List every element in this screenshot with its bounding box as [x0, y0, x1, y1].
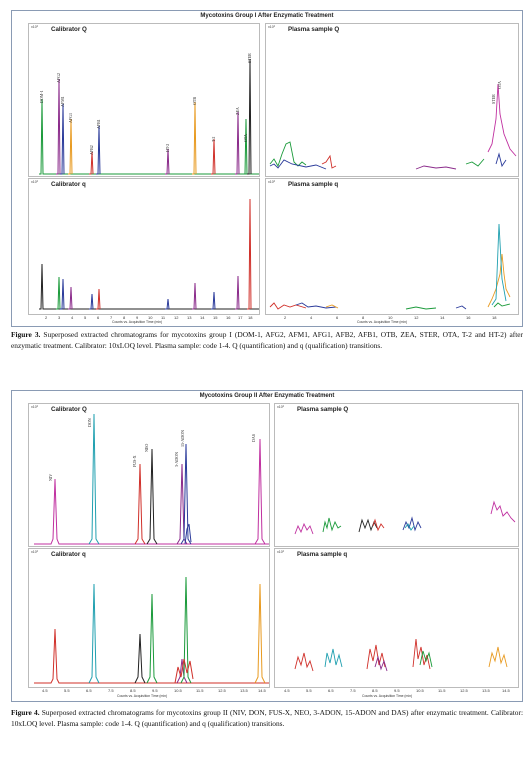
panel-plasma-Q-group2 [274, 403, 519, 547]
x-tick: 8.5 [130, 688, 136, 693]
x-tick: 11.5 [438, 688, 446, 693]
figure-3-caption [11, 330, 523, 351]
figure-4-chromatogram [11, 390, 523, 702]
x-tick: 4.5 [284, 688, 290, 693]
x-tick: 10 [148, 315, 153, 320]
panel-plasma-q-group2 [274, 548, 519, 688]
peak-ZEA [235, 112, 239, 174]
trace-plasma-7 [496, 154, 506, 166]
peak-AFG1 [68, 119, 72, 174]
trace-plasma-3 [322, 156, 336, 168]
figure-3-title: Mycotoxins Group I After Enzymatic Treatment [200, 13, 334, 19]
x-tick: 6 [97, 315, 100, 320]
panel-label: Calibrator Q [51, 26, 87, 33]
trace-q-8 [494, 303, 510, 307]
trace-g2-4 [373, 520, 384, 530]
trace-q-g2-5 [413, 639, 430, 669]
peak-q-DAS [255, 584, 265, 683]
label-3-ADON: 3-ADON [174, 452, 179, 467]
trace-q-g2-2 [325, 649, 342, 667]
label-DON: DON [87, 418, 92, 427]
label-OTB: OTB [192, 97, 197, 105]
label-plasma-OTA: OTA [497, 81, 502, 89]
x-tick: 6 [336, 315, 339, 320]
x-tick: 4 [71, 315, 74, 320]
scale-exponent: x10² [277, 405, 284, 409]
peak-OTA [243, 119, 247, 174]
peak-q-7 [165, 299, 169, 309]
scale-exponent: x10² [31, 405, 38, 409]
peak-q-10 [235, 276, 239, 309]
label-FUS-X: FUS-X [132, 455, 137, 467]
x-tick: 5.5 [64, 688, 70, 693]
x-tick: 12 [174, 315, 179, 320]
peak-DAS [255, 439, 265, 544]
trace-q-5 [456, 306, 466, 309]
x-tick: 17 [238, 315, 243, 320]
x-tick: 8.5 [372, 688, 378, 693]
x-tick: 10.5 [174, 688, 182, 693]
peak-q-4 [68, 287, 72, 309]
trace-q-g2-1 [295, 653, 313, 671]
label-15-ADON: 15-ADON [180, 430, 185, 447]
x-tick: 7.5 [350, 688, 356, 693]
x-tick: 14 [200, 315, 205, 320]
x-axis-label: Counts vs. Acquisition Time (min) [117, 694, 168, 698]
panel-plasma-Q-group1 [265, 23, 519, 177]
x-tick: 10.5 [416, 688, 424, 693]
label-NEO: NEO [144, 443, 149, 452]
panel-label: Plasma sample Q [288, 26, 340, 33]
panel-label: Plasma sample q [297, 551, 348, 558]
peak-HT-2 [165, 149, 169, 174]
figure-4-title: Mycotoxins Group II After Enzymatic Treatment [199, 393, 335, 399]
trace-g2-7 [491, 502, 515, 522]
peak-q-8 [192, 283, 196, 309]
x-tick: 8 [123, 315, 126, 320]
label-STER: STER [247, 53, 252, 63]
x-tick: 12.5 [218, 688, 226, 693]
x-tick: 10 [388, 315, 393, 320]
x-tick: 8 [362, 315, 365, 320]
x-tick: 6.5 [86, 688, 92, 693]
x-tick: 16 [226, 315, 231, 320]
label-HT-2: HT-2 [165, 143, 170, 152]
x-tick: 11.5 [196, 688, 204, 693]
plasma-q-traces [266, 179, 518, 314]
panel-plasma-q-group1 [265, 178, 519, 315]
caption-text: Superposed extracted chromatograms for mycotoxins group II (NIV, DON, FUS-X, NEO, 3-ADON, 15-ADON and DAS) after enzymatic treatment. Calibrator: 10xLOQ level. Plasma sample: code 1-4. Q (quantification) and q (qualification) transitions. [11, 708, 523, 728]
x-tick: 18 [492, 315, 497, 320]
panel-calibrator-q-group2 [28, 548, 270, 688]
panel-label: Calibrator Q [51, 406, 87, 413]
label-T-2: T-2 [211, 136, 216, 142]
peak-q-FUS-X [135, 634, 145, 683]
panel-label: Calibrator q [51, 181, 86, 188]
calibrator-q-traces [29, 179, 259, 314]
x-tick: 13 [187, 315, 192, 320]
caption-lead: Figure 4. [11, 708, 40, 717]
x-tick: 5 [84, 315, 87, 320]
scale-exponent: x10² [268, 180, 275, 184]
peak-NEO [147, 449, 157, 544]
peak-AFB1 [96, 126, 100, 174]
peak-AFM1 [60, 104, 64, 174]
plasma-q-traces-g2 [275, 549, 518, 687]
x-tick: 12.5 [460, 688, 468, 693]
panel-label: Plasma sample q [288, 181, 339, 188]
label-AFB2: AFB2 [89, 145, 94, 155]
scale-exponent: x10² [277, 550, 284, 554]
figure-3-chromatogram [11, 10, 523, 327]
plasma-Q-traces [266, 24, 518, 176]
x-tick: 12 [414, 315, 419, 320]
x-tick: 11 [161, 315, 166, 320]
x-tick: 7 [110, 315, 113, 320]
label-AFM1: AFM1 [60, 96, 65, 107]
peak-q-2 [56, 277, 60, 309]
label-AFB1: AFB1 [96, 119, 101, 129]
panel-calibrator-Q-group1 [28, 23, 260, 177]
label-AFG2: AFG2 [56, 72, 61, 83]
x-tick: 5.5 [306, 688, 312, 693]
label-OTA: OTA [243, 134, 248, 142]
label-ZEA: ZEA [235, 107, 240, 115]
plasma-Q-traces-g2 [275, 404, 518, 546]
x-axis-label: Counts vs. Acquisition Time (min) [112, 320, 163, 324]
x-tick: 14 [440, 315, 445, 320]
trace-q-g2-4 [375, 657, 387, 671]
peak-q-3 [60, 279, 64, 309]
x-tick: 13.5 [482, 688, 490, 693]
label-DOM-1: DOM-1 [39, 90, 44, 103]
caption-lead: Figure 3. [11, 330, 41, 339]
peak-q-11 [247, 199, 251, 309]
trace-plasma-4 [416, 166, 456, 169]
scale-exponent: x10² [268, 25, 275, 29]
figure-4-caption [11, 708, 523, 729]
scale-exponent: x10² [31, 550, 38, 554]
panel-calibrator-Q-group2 [28, 403, 270, 547]
trace-plasma-5 [466, 159, 484, 166]
x-tick: 16 [466, 315, 471, 320]
peak-DON [89, 414, 99, 544]
calibrator-Q-traces-g2 [29, 404, 269, 546]
trace-q-g2-7 [489, 647, 507, 667]
peak-OTB [192, 102, 196, 174]
x-tick: 14.5 [502, 688, 510, 693]
x-axis-label: Counts vs. Acquisition Time (min) [357, 320, 408, 324]
x-axis-label: Counts vs. Acquisition Time (min) [362, 694, 413, 698]
x-tick: 9.5 [394, 688, 400, 693]
x-tick: 7.5 [108, 688, 114, 693]
peak-q-5 [89, 294, 93, 309]
trace-g2-1 [295, 524, 313, 534]
label-plasma-STER: STER [491, 94, 496, 104]
x-tick: 9.5 [152, 688, 158, 693]
peak-STER [247, 59, 251, 174]
peak-q-DON [89, 584, 99, 683]
panel-calibrator-q-group1 [28, 178, 260, 315]
x-tick: 3 [58, 315, 61, 320]
trace-g2-2 [323, 518, 341, 532]
caption-text: Superposed extracted chromatograms for mycotoxins group I (DOM-1, AFG2, AFM1, AFG1, AFB2, AFB1, OTB, ZEA, STER, OTA, T-2 and HT-2) after enzymatic treatment. Calibrator: 10xLOQ level. Plasma sample: code 1-4. Q (quantification) and q (qualification) transitions. [11, 330, 523, 350]
x-tick: 13.5 [240, 688, 248, 693]
calibrator-q-traces-g2 [29, 549, 269, 687]
x-tick: 15 [213, 315, 218, 320]
label-AFG1: AFG1 [68, 112, 73, 123]
peak-AFG2 [56, 79, 60, 174]
x-tick: 9 [136, 315, 139, 320]
x-tick: 4 [310, 315, 313, 320]
peak-FUS-X [135, 464, 145, 544]
peak-q-NIV [34, 629, 269, 683]
peak-q-NEO [147, 594, 157, 683]
scale-exponent: x10² [31, 25, 38, 29]
x-tick: 2 [284, 315, 287, 320]
peak-q-6 [96, 289, 100, 309]
trace-q-6 [488, 254, 510, 307]
panel-label: Calibrator q [51, 551, 86, 558]
label-DAS: DAS [251, 433, 256, 442]
x-tick: 6.5 [328, 688, 334, 693]
scale-exponent: x10² [31, 180, 38, 184]
peak-q-9 [211, 292, 215, 309]
x-tick: 4.5 [42, 688, 48, 693]
trace-q-4 [406, 307, 436, 309]
x-tick: 14.5 [258, 688, 266, 693]
x-tick: 18 [248, 315, 253, 320]
label-NIV: NIV [48, 473, 53, 481]
panel-label: Plasma sample Q [297, 406, 349, 413]
peak-AFB2 [89, 152, 93, 174]
x-tick: 2 [45, 315, 48, 320]
